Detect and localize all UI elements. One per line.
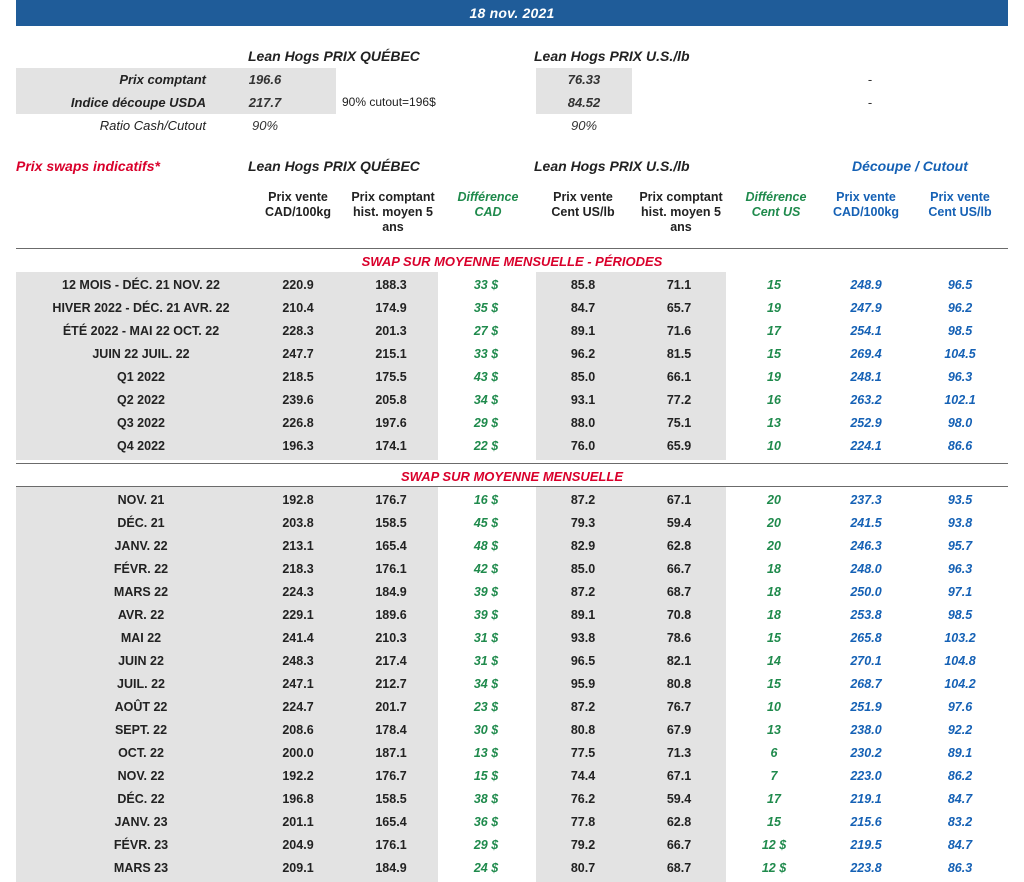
cell-diff-cad: 42 $ (473, 562, 499, 576)
cell-diff-us: 17 (767, 792, 781, 806)
colhead-cut-us: Prix vente Cent US/lb (928, 190, 992, 219)
cell-diff-us: 18 (767, 562, 781, 576)
row-label: SEPT. 22 (114, 723, 168, 737)
row-label: JUIL. 22 (117, 677, 165, 691)
cell-diff-cad: 29 $ (473, 416, 499, 430)
colhead-diff-us: Différence Cent US (745, 190, 807, 219)
table-divider (16, 486, 1008, 487)
cell-qc-sale: 196.8 (282, 792, 314, 806)
cell-qc-sale: 201.1 (282, 815, 314, 829)
cell-diff-cad: 15 $ (473, 769, 499, 783)
cell-diff-us: 6 (770, 746, 778, 760)
cell-qc-sale: 203.8 (282, 516, 314, 530)
row-label: MAI 22 (120, 631, 162, 645)
cell-qc-hist: 217.4 (375, 654, 407, 668)
summary-us-prix-comptant: 76.33 (567, 72, 601, 87)
cell-diff-cad: 30 $ (473, 723, 499, 737)
table-row[interactable] (0, 512, 1024, 535)
summary-label-ratio: Ratio Cash/Cutout (99, 118, 206, 133)
table-row[interactable] (0, 489, 1024, 512)
row-label: JANV. 22 (114, 539, 168, 553)
cell-cutout-us: 96.3 (947, 370, 973, 384)
cell-cutout-cad: 223.8 (850, 861, 882, 875)
cell-qc-hist: 176.1 (375, 562, 407, 576)
cell-diff-cad: 34 $ (473, 393, 499, 407)
cell-cutout-us: 104.5 (944, 347, 976, 361)
cell-us-sale: 88.0 (570, 416, 596, 430)
cell-us-hist: 81.5 (666, 347, 692, 361)
colhead-qc-hist: Prix comptant hist. moyen 5 ans (351, 190, 435, 234)
cell-cutout-cad: 270.1 (850, 654, 882, 668)
row-label: ÉTÉ 2022 - MAI 22 OCT. 22 (62, 324, 220, 338)
cell-us-sale: 87.2 (570, 493, 596, 507)
cell-diff-us: 15 (767, 631, 781, 645)
cell-us-hist: 62.8 (666, 815, 692, 829)
cell-us-sale: 80.8 (570, 723, 596, 737)
table-divider (16, 463, 1008, 464)
cell-diff-us: 13 (767, 723, 781, 737)
cell-qc-sale: 210.4 (282, 301, 314, 315)
table-row[interactable] (0, 412, 1024, 435)
cell-cutout-cad: 251.9 (850, 700, 882, 714)
cell-qc-sale: 208.6 (282, 723, 314, 737)
cell-cutout-us: 102.1 (944, 393, 976, 407)
cell-us-hist: 78.6 (666, 631, 692, 645)
cell-cutout-cad: 237.3 (850, 493, 882, 507)
cell-us-sale: 87.2 (570, 585, 596, 599)
cell-cutout-us: 95.7 (947, 539, 973, 553)
table-row[interactable] (0, 834, 1024, 857)
cell-us-hist: 70.8 (666, 608, 692, 622)
cell-qc-hist: 184.9 (375, 585, 407, 599)
swaps-section-title: Prix swaps indicatifs* (16, 158, 160, 174)
cell-diff-cad: 29 $ (473, 838, 499, 852)
cell-us-hist: 67.9 (666, 723, 692, 737)
cell-us-hist: 68.7 (666, 861, 692, 875)
cell-diff-us: 15 (767, 347, 781, 361)
cell-cutout-cad: 254.1 (850, 324, 882, 338)
cell-us-hist: 75.1 (666, 416, 692, 430)
cell-cutout-cad: 248.1 (850, 370, 882, 384)
cell-qc-hist: 205.8 (375, 393, 407, 407)
cell-diff-cad: 23 $ (473, 700, 499, 714)
cell-us-sale: 76.2 (570, 792, 596, 806)
table-row[interactable] (0, 535, 1024, 558)
cell-diff-cad: 35 $ (473, 301, 499, 315)
cell-us-sale: 77.8 (570, 815, 596, 829)
cell-cutout-cad: 223.0 (850, 769, 882, 783)
cell-us-hist: 59.4 (666, 792, 692, 806)
cell-cutout-us: 93.8 (947, 516, 973, 530)
cell-us-hist: 71.3 (666, 746, 692, 760)
cell-diff-us: 7 (770, 769, 778, 783)
cell-cutout-cad: 241.5 (850, 516, 882, 530)
cell-cutout-us: 97.1 (947, 585, 973, 599)
cell-cutout-cad: 238.0 (850, 723, 882, 737)
cell-cutout-cad: 215.6 (850, 815, 882, 829)
table-row[interactable] (0, 366, 1024, 389)
cell-diff-cad: 33 $ (473, 347, 499, 361)
cell-qc-sale: 224.7 (282, 700, 314, 714)
cell-cutout-cad: 263.2 (850, 393, 882, 407)
cell-us-hist: 66.7 (666, 562, 692, 576)
cell-us-sale: 87.2 (570, 700, 596, 714)
cell-qc-hist: 187.1 (375, 746, 407, 760)
row-label: DÉC. 22 (117, 792, 165, 806)
summary-label-indice-decoupe: Indice découpe USDA (70, 95, 206, 110)
cell-us-hist: 66.7 (666, 838, 692, 852)
cell-cutout-us: 84.7 (947, 792, 973, 806)
cell-qc-sale: 239.6 (282, 393, 314, 407)
cell-cutout-us: 104.2 (944, 677, 976, 691)
cell-qc-sale: 226.8 (282, 416, 314, 430)
cell-us-hist: 65.9 (666, 439, 692, 453)
cell-cutout-cad: 269.4 (850, 347, 882, 361)
cell-diff-us: 19 (767, 301, 781, 315)
summary-us-indice-decoupe: 84.52 (567, 95, 601, 110)
section1-title: SWAP SUR MOYENNE MENSUELLE - PÉRIODES (361, 254, 663, 269)
cell-cutout-us: 83.2 (947, 815, 973, 829)
table-divider (16, 248, 1008, 249)
cell-us-sale: 74.4 (570, 769, 596, 783)
colhead-qc-sale: Prix vente CAD/100kg (265, 190, 331, 219)
table-row[interactable] (0, 857, 1024, 880)
cell-qc-sale: 220.9 (282, 278, 314, 292)
cell-cutout-us: 96.5 (947, 278, 973, 292)
cell-diff-cad: 24 $ (473, 861, 499, 875)
report-date-banner: 18 nov. 2021 (16, 0, 1008, 26)
cell-qc-sale: 192.2 (282, 769, 314, 783)
cell-cutout-cad: 248.0 (850, 562, 882, 576)
row-label: JUIN 22 JUIL. 22 (92, 347, 190, 361)
cell-us-hist: 76.7 (666, 700, 692, 714)
cell-us-hist: 71.6 (666, 324, 692, 338)
cell-cutout-cad: 268.7 (850, 677, 882, 691)
cell-us-sale: 85.0 (570, 370, 596, 384)
cell-qc-hist: 184.9 (375, 861, 407, 875)
cell-diff-cad: 13 $ (473, 746, 499, 760)
cell-diff-us: 12 $ (761, 838, 787, 852)
cell-qc-sale: 247.1 (282, 677, 314, 691)
table-row[interactable] (0, 435, 1024, 458)
section2-title: SWAP SUR MOYENNE MENSUELLE (401, 469, 623, 484)
row-label: MARS 22 (113, 585, 169, 599)
cell-qc-hist: 178.4 (375, 723, 407, 737)
row-label: Q1 2022 (117, 370, 165, 384)
table-row[interactable] (0, 627, 1024, 650)
cell-us-sale: 80.7 (570, 861, 596, 875)
cell-us-hist: 80.8 (666, 677, 692, 691)
cell-us-hist: 62.8 (666, 539, 692, 553)
cell-cutout-us: 84.7 (947, 838, 973, 852)
table-row[interactable] (0, 604, 1024, 627)
summary-cutout-prix-comptant: - (867, 72, 873, 87)
cell-qc-hist: 210.3 (375, 631, 407, 645)
cell-qc-hist: 165.4 (375, 815, 407, 829)
cell-cutout-us: 104.8 (944, 654, 976, 668)
cell-diff-cad: 45 $ (473, 516, 499, 530)
cell-qc-hist: 176.7 (375, 769, 407, 783)
row-label: FÉVR. 23 (113, 838, 169, 852)
table-row[interactable] (0, 297, 1024, 320)
row-label: Q4 2022 (117, 439, 165, 453)
cell-cutout-us: 92.2 (947, 723, 973, 737)
cell-diff-cad: 39 $ (473, 608, 499, 622)
row-label: OCT. 22 (118, 746, 164, 760)
cell-us-hist: 67.1 (666, 769, 692, 783)
summary-note-cutout: 90% cutout=196$ (342, 95, 436, 109)
cell-qc-hist: 212.7 (375, 677, 407, 691)
summary-qc-ratio: 90% (251, 118, 279, 133)
cell-diff-us: 17 (767, 324, 781, 338)
table-row[interactable] (0, 742, 1024, 765)
cell-diff-cad: 31 $ (473, 654, 499, 668)
cell-qc-hist: 174.9 (375, 301, 407, 315)
cell-cutout-cad: 250.0 (850, 585, 882, 599)
cell-us-sale: 89.1 (570, 608, 596, 622)
cell-cutout-us: 98.0 (947, 416, 973, 430)
cell-qc-hist: 176.1 (375, 838, 407, 852)
summary-cutout-indice-decoupe: - (867, 95, 873, 110)
cell-cutout-cad: 224.1 (850, 439, 882, 453)
cell-cutout-us: 97.6 (947, 700, 973, 714)
cell-cutout-cad: 252.9 (850, 416, 882, 430)
cell-qc-hist: 176.7 (375, 493, 407, 507)
row-label: 12 MOIS - DÉC. 21 NOV. 22 (62, 278, 220, 292)
table-row[interactable] (0, 673, 1024, 696)
table-row[interactable] (0, 343, 1024, 366)
cell-diff-us: 20 (767, 539, 781, 553)
cell-us-hist: 67.1 (666, 493, 692, 507)
colhead-diff-cad: Différence CAD (457, 190, 519, 219)
row-label: NOV. 21 (117, 493, 165, 507)
table-row[interactable] (0, 581, 1024, 604)
cell-cutout-us: 86.2 (947, 769, 973, 783)
cell-diff-cad: 48 $ (473, 539, 499, 553)
row-label: HIVER 2022 - DÉC. 21 AVR. 22 (52, 301, 230, 315)
cell-qc-sale: 229.1 (282, 608, 314, 622)
cell-qc-sale: 196.3 (282, 439, 314, 453)
cell-diff-us: 19 (767, 370, 781, 384)
cell-us-sale: 89.1 (570, 324, 596, 338)
cell-cutout-cad: 253.8 (850, 608, 882, 622)
cell-us-sale: 84.7 (570, 301, 596, 315)
row-label: Q3 2022 (117, 416, 165, 430)
cell-us-sale: 93.8 (570, 631, 596, 645)
colhead-cut-cad: Prix vente CAD/100kg (833, 190, 899, 219)
cell-cutout-us: 98.5 (947, 324, 973, 338)
cell-qc-sale: 241.4 (282, 631, 314, 645)
table-row[interactable] (0, 788, 1024, 811)
row-label: FÉVR. 22 (113, 562, 169, 576)
cell-diff-cad: 43 $ (473, 370, 499, 384)
cell-qc-sale: 200.0 (282, 746, 314, 760)
cell-diff-cad: 31 $ (473, 631, 499, 645)
row-label: MARS 23 (113, 861, 169, 875)
cell-cutout-us: 103.2 (944, 631, 976, 645)
table-row[interactable] (0, 696, 1024, 719)
cell-cutout-us: 86.6 (947, 439, 973, 453)
cell-qc-sale: 209.1 (282, 861, 314, 875)
row-label: DÉC. 21 (117, 516, 165, 530)
cell-us-hist: 59.4 (666, 516, 692, 530)
summary-label-prix-comptant: Prix comptant (119, 72, 206, 87)
swaps-header-cutout: Découpe / Cutout (852, 158, 968, 174)
cell-diff-us: 14 (767, 654, 781, 668)
cell-qc-sale: 224.3 (282, 585, 314, 599)
cell-us-sale: 76.0 (570, 439, 596, 453)
cell-diff-us: 18 (767, 608, 781, 622)
cell-diff-cad: 38 $ (473, 792, 499, 806)
cell-diff-cad: 22 $ (473, 439, 499, 453)
cell-us-sale: 85.8 (570, 278, 596, 292)
cell-us-sale: 79.3 (570, 516, 596, 530)
cell-cutout-cad: 248.9 (850, 278, 882, 292)
colhead-us-sale: Prix vente Cent US/lb (551, 190, 615, 219)
swaps-header-us: Lean Hogs PRIX U.S./lb (534, 158, 690, 174)
cell-diff-cad: 27 $ (473, 324, 499, 338)
row-label: AOÛT 22 (114, 700, 168, 714)
cell-cutout-cad: 265.8 (850, 631, 882, 645)
cell-qc-sale: 247.7 (282, 347, 314, 361)
cell-diff-us: 10 (767, 439, 781, 453)
summary-header-us: Lean Hogs PRIX U.S./lb (534, 48, 690, 64)
row-label: JUIN 22 (118, 654, 164, 668)
cell-us-hist: 77.2 (666, 393, 692, 407)
table-row[interactable] (0, 389, 1024, 412)
swaps-header-quebec: Lean Hogs PRIX QUÉBEC (248, 158, 420, 174)
table-row[interactable] (0, 765, 1024, 788)
cell-cutout-us: 96.2 (947, 301, 973, 315)
cell-us-sale: 79.2 (570, 838, 596, 852)
cell-cutout-cad: 246.3 (850, 539, 882, 553)
cell-cutout-cad: 219.5 (850, 838, 882, 852)
cell-qc-sale: 218.5 (282, 370, 314, 384)
cell-diff-us: 20 (767, 493, 781, 507)
row-label: JANV. 23 (114, 815, 168, 829)
cell-us-sale: 82.9 (570, 539, 596, 553)
cell-diff-us: 20 (767, 516, 781, 530)
cell-diff-cad: 36 $ (473, 815, 499, 829)
cell-qc-hist: 175.5 (375, 370, 407, 384)
cell-us-sale: 93.1 (570, 393, 596, 407)
table-row[interactable] (0, 320, 1024, 343)
cell-cutout-cad: 230.2 (850, 746, 882, 760)
summary-header-quebec: Lean Hogs PRIX QUÉBEC (248, 48, 420, 64)
table-row[interactable] (0, 650, 1024, 673)
cell-us-hist: 71.1 (666, 278, 692, 292)
cell-qc-hist: 174.1 (375, 439, 407, 453)
row-label: AVR. 22 (117, 608, 165, 622)
cell-us-sale: 96.5 (570, 654, 596, 668)
cell-qc-hist: 158.5 (375, 516, 407, 530)
cell-qc-hist: 188.3 (375, 278, 407, 292)
cell-cutout-us: 86.3 (947, 861, 973, 875)
colhead-us-hist: Prix comptant hist. moyen 5 ans (639, 190, 723, 234)
cell-us-hist: 66.1 (666, 370, 692, 384)
cell-qc-sale: 248.3 (282, 654, 314, 668)
table-row[interactable] (0, 719, 1024, 742)
cell-qc-hist: 201.3 (375, 324, 407, 338)
cell-diff-us: 18 (767, 585, 781, 599)
cell-diff-us: 16 (767, 393, 781, 407)
cell-qc-sale: 213.1 (282, 539, 314, 553)
cell-us-hist: 82.1 (666, 654, 692, 668)
table-row[interactable] (0, 811, 1024, 834)
summary-qc-prix-comptant: 196.6 (248, 72, 282, 87)
cell-qc-hist: 215.1 (375, 347, 407, 361)
row-label: Q2 2022 (117, 393, 165, 407)
cell-qc-sale: 228.3 (282, 324, 314, 338)
cell-diff-cad: 39 $ (473, 585, 499, 599)
cell-us-hist: 65.7 (666, 301, 692, 315)
cell-qc-hist: 201.7 (375, 700, 407, 714)
cell-cutout-us: 93.5 (947, 493, 973, 507)
summary-qc-indice-decoupe: 217.7 (248, 95, 282, 110)
cell-diff-us: 10 (767, 700, 781, 714)
cell-us-sale: 95.9 (570, 677, 596, 691)
cell-cutout-us: 89.1 (947, 746, 973, 760)
cell-us-sale: 85.0 (570, 562, 596, 576)
cell-qc-sale: 218.3 (282, 562, 314, 576)
cell-diff-us: 15 (767, 278, 781, 292)
cell-qc-hist: 189.6 (375, 608, 407, 622)
cell-us-sale: 77.5 (570, 746, 596, 760)
cell-us-hist: 68.7 (666, 585, 692, 599)
cell-qc-hist: 158.5 (375, 792, 407, 806)
cell-diff-cad: 34 $ (473, 677, 499, 691)
cell-diff-us: 15 (767, 677, 781, 691)
cell-diff-cad: 16 $ (473, 493, 499, 507)
cell-diff-us: 13 (767, 416, 781, 430)
table-row[interactable] (0, 558, 1024, 581)
table-row[interactable] (0, 274, 1024, 297)
cell-qc-hist: 165.4 (375, 539, 407, 553)
cell-cutout-us: 96.3 (947, 562, 973, 576)
cell-diff-us: 12 $ (761, 861, 787, 875)
cell-qc-hist: 197.6 (375, 416, 407, 430)
summary-us-ratio: 90% (570, 118, 598, 133)
cell-us-sale: 96.2 (570, 347, 596, 361)
cell-cutout-cad: 247.9 (850, 301, 882, 315)
cell-diff-us: 15 (767, 815, 781, 829)
cell-qc-sale: 204.9 (282, 838, 314, 852)
cell-diff-cad: 33 $ (473, 278, 499, 292)
cell-cutout-cad: 219.1 (850, 792, 882, 806)
cell-qc-sale: 192.8 (282, 493, 314, 507)
cell-cutout-us: 98.5 (947, 608, 973, 622)
row-label: NOV. 22 (117, 769, 165, 783)
